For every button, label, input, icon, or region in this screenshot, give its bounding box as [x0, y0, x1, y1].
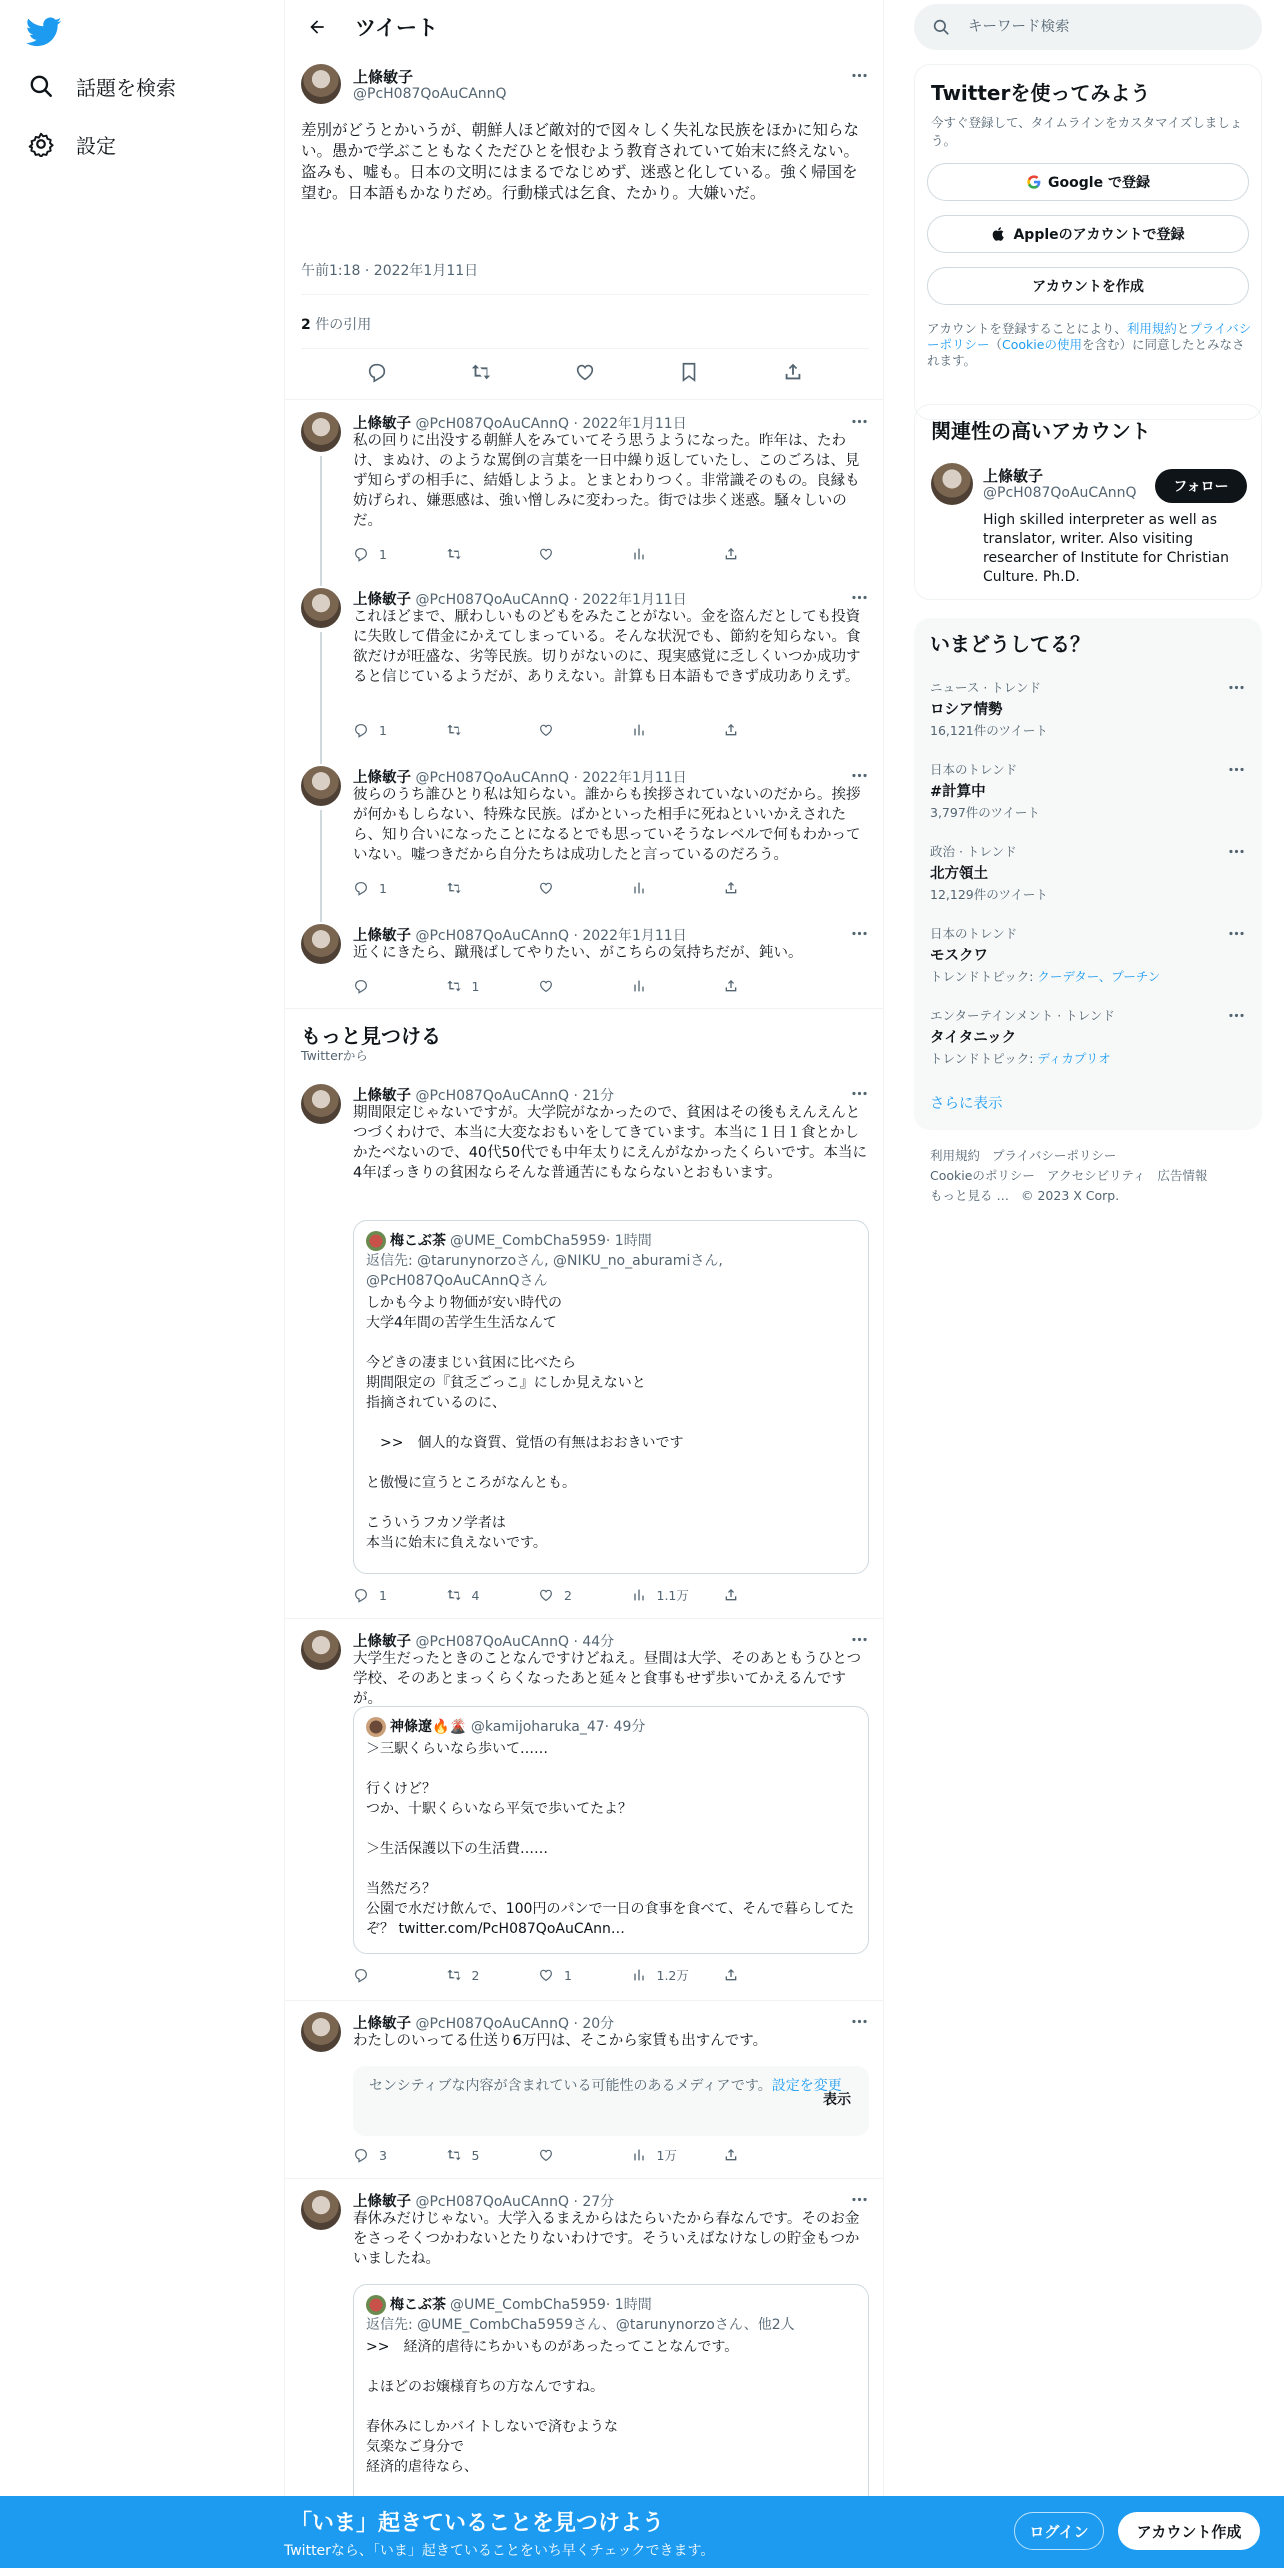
share-button[interactable] — [723, 880, 783, 896]
apple-signup-button[interactable] — [927, 215, 1249, 253]
share-button[interactable] — [723, 1966, 783, 1984]
quote-time: · 1時間 — [605, 2297, 652, 2313]
change-settings-link[interactable]: 設定を変更 — [771, 2078, 842, 2094]
apple-icon — [991, 226, 1007, 242]
reply-icon — [353, 2147, 369, 2163]
thread-line — [320, 632, 322, 754]
like-icon — [538, 722, 554, 738]
more-icon[interactable] — [1227, 842, 1246, 861]
tweet-action-bar — [353, 722, 783, 738]
nav-explore[interactable] — [28, 66, 176, 106]
views-icon — [631, 1967, 647, 1983]
trend-name: モスクワ — [930, 948, 988, 964]
retweet-icon — [446, 1967, 462, 1983]
retweet-count: 1 — [471, 978, 480, 994]
thread-line — [320, 810, 322, 912]
gear-icon — [28, 131, 54, 157]
views-button[interactable] — [631, 2146, 691, 2164]
avatar — [366, 1231, 386, 1251]
author-handle[interactable]: @PcH087QoAuCAnnQ — [415, 416, 569, 432]
more-icon[interactable] — [1227, 678, 1246, 697]
view-count: 1.1万 — [656, 1588, 689, 1603]
author-handle[interactable]: @PcH087QoAuCAnnQ — [415, 1634, 569, 1650]
trends-panel — [914, 618, 1262, 1130]
share-icon — [723, 880, 739, 896]
like-button[interactable] — [538, 2146, 598, 2164]
tweet-meta — [353, 766, 687, 787]
trend-topic-link[interactable]: クーデター、プーチン — [1037, 969, 1161, 984]
retweet-icon — [446, 1587, 462, 1603]
retweet-icon — [446, 546, 462, 562]
left-navigation — [0, 0, 284, 2568]
sensitive-text: センシティブな内容が含まれている可能性のあるメディアです。 — [369, 2078, 772, 2094]
avatar — [366, 2295, 386, 2315]
more-icon[interactable] — [850, 1630, 869, 1649]
reply-prefix: 返信先: — [366, 2317, 418, 2333]
quote-tweet-card[interactable] — [353, 1706, 869, 1954]
trend-name: #計算中 — [930, 784, 986, 800]
tweet-meta — [353, 2012, 614, 2033]
like-button[interactable] — [538, 546, 598, 562]
discover-tweet[interactable] — [285, 1618, 884, 2000]
reply-button[interactable] — [353, 880, 413, 896]
tweet-meta — [353, 588, 687, 609]
signup-legal-text — [927, 321, 1253, 369]
reply-button[interactable] — [353, 722, 413, 738]
trend-topics — [930, 1049, 1246, 1067]
reply-icon — [353, 1587, 369, 1603]
quote-reply-to — [366, 1251, 856, 1291]
legal-text-1: アカウントを登録することにより、 — [927, 321, 1127, 336]
retweet-count: 2 — [471, 1967, 480, 1983]
quote-author-handle: @UME_CombCha5959 — [450, 2297, 606, 2313]
footer-link[interactable]: もっと見る … — [930, 1188, 1009, 1203]
search-bar[interactable] — [914, 4, 1262, 50]
quote-header — [366, 1717, 856, 1737]
like-icon — [538, 2147, 554, 2163]
views-button[interactable] — [631, 722, 691, 738]
bottom-signup-bar — [0, 2496, 1284, 2568]
account-bio: High skilled interpreter as well as translator, writer. Also visiting researcher of Institute for Christian Culture. Ph.D. — [983, 512, 1230, 585]
author-handle[interactable]: @PcH087QoAuCAnnQ — [415, 1088, 569, 1104]
reply-count: 3 — [379, 2147, 387, 2163]
quote-count-link[interactable] — [301, 314, 371, 334]
tweet-date[interactable]: · 2022年1月11日 — [569, 592, 687, 608]
tweet-meta — [353, 1084, 614, 1105]
google-signup-button[interactable] — [927, 163, 1249, 201]
trend-name: 北方領土 — [930, 866, 988, 882]
thread-line — [320, 754, 322, 764]
tweet-text: 彼らのうち誰ひとり私は知らない。誰からも挨拶されていないのだから。挨拶が何かもしらない、特殊な民族。ばかといった相手に死ねといいかえされたら、知り合いになったことになるとでも思っていそうなレベルで何もわかっていない。嘘つきだから自分たちは成功したと言っているのだろう。 — [353, 787, 861, 863]
privacy-link[interactable]: プライバシーポリシー — [927, 321, 1252, 352]
trend-context: エンターテインメント · トレンド — [930, 1008, 1115, 1023]
quote-header — [366, 1231, 856, 1251]
trend-count: 3,797件のツイート — [930, 805, 1040, 820]
tweet-text: 大学生だったときのことなんですけどねえ。昼間は大学、そのあともうひとつ学校、そのあとまっくらくなったあと延々と食事もせず歩いてかえるんですが。 — [353, 1651, 862, 1707]
quote-text: >> 経済的虐待にちかいものがあったってことなんです。 よほどのお嬢様育ちの方なんですね。 春休みにしかバイトしないで済むような 気楽なご身分で 経済的虐待なら、 — [366, 2339, 739, 2475]
share-icon — [723, 1967, 739, 1983]
thread-line — [320, 912, 322, 922]
author-handle[interactable]: @PcH087QoAuCAnnQ — [415, 2016, 569, 2032]
avatar[interactable] — [301, 2012, 341, 2052]
trend-name: ロシア情勢 — [930, 702, 1003, 718]
more-icon[interactable] — [850, 588, 869, 607]
trend-item[interactable] — [930, 842, 1246, 903]
thread-tweet[interactable] — [285, 912, 884, 1010]
avatar[interactable] — [301, 412, 341, 452]
tweet-action-bar — [353, 1966, 783, 1984]
quote-author-handle: @kamijoharuka_47 — [470, 1719, 605, 1735]
avatar[interactable] — [301, 1630, 341, 1670]
signup-panel — [914, 64, 1262, 420]
avatar[interactable] — [301, 2190, 341, 2230]
account-name[interactable]: 上條敏子 — [983, 467, 1044, 485]
quote-time: · 49分 — [604, 1719, 646, 1735]
tweet-date[interactable]: · 27分 — [569, 2194, 615, 2210]
trend-count: 12,129件のツイート — [930, 887, 1048, 902]
retweet-icon — [446, 978, 462, 994]
signup-subtitle: 今すぐ登録して、タイムラインをカスタマイズしましょう。 — [931, 115, 1243, 148]
author-name[interactable]: 上條敏子 — [353, 2194, 411, 2210]
trend-item[interactable] — [930, 760, 1246, 821]
tweet-text: 差別がどうとかいうが、朝鮮人ほど敵対的で図々しく失礼な民族をほかに知らない。愚かで学ぶこともなくただひとを恨むよう教育されていて始末に終えない。盗みも、嘘も。日本の文明にはまるでなじめず、迷惑と化している。強く帰国を望む。日本語もかなりだめ。行動様式は乞食、たかり。大嫌いだ。 — [301, 121, 860, 202]
like-button[interactable] — [538, 880, 598, 896]
retweet-button[interactable] — [446, 1966, 506, 1984]
reply-icon — [353, 722, 369, 738]
like-icon — [538, 880, 554, 896]
relevant-accounts-panel — [914, 404, 1262, 600]
views-icon — [631, 546, 647, 562]
legal-text-2: と — [1176, 321, 1190, 336]
more-icon[interactable] — [850, 2190, 869, 2209]
views-icon — [631, 2147, 647, 2163]
tweet-timestamp[interactable]: 午前1:18 · 2022年1月11日 — [301, 263, 479, 279]
author-handle[interactable]: @PcH087QoAuCAnnQ — [415, 2194, 569, 2210]
views-button[interactable] — [631, 546, 691, 562]
trend-topic-link[interactable]: ディカプリオ — [1037, 1051, 1111, 1066]
trend-context: 日本のトレンド — [930, 762, 1018, 777]
author-handle[interactable]: @PcH087QoAuCAnnQ — [353, 86, 507, 102]
tweet-action-bar — [353, 880, 783, 896]
tweet-date[interactable]: · 2022年1月11日 — [569, 928, 687, 944]
follow-button[interactable]: フォロー — [1155, 469, 1247, 503]
focal-tweet — [285, 54, 884, 399]
tweet-date[interactable]: · 44分 — [569, 1634, 615, 1650]
tweet-date[interactable]: · 21分 — [569, 1088, 615, 1104]
like-icon — [538, 978, 554, 994]
more-icon[interactable] — [850, 412, 869, 431]
terms-link[interactable]: 利用規約 — [1126, 321, 1177, 336]
show-more-link[interactable]: さらに表示 — [930, 1096, 1003, 1112]
search-icon — [932, 18, 950, 36]
nav-settings-label: 設定 — [76, 133, 116, 158]
reply-count: 1 — [379, 722, 387, 738]
more-icon[interactable] — [1227, 760, 1246, 779]
reply-button[interactable] — [353, 978, 413, 994]
tweet-action-bar — [353, 546, 783, 562]
thread-line — [320, 456, 322, 576]
page-title: ツイート — [355, 16, 438, 40]
reply-button[interactable] — [353, 546, 413, 562]
author-name[interactable]: 上條敏子 — [353, 770, 411, 786]
share-button[interactable] — [723, 546, 783, 562]
more-icon[interactable] — [850, 2012, 869, 2031]
reply-button[interactable] — [353, 2146, 413, 2164]
share-button[interactable] — [723, 2146, 783, 2164]
reply-icon — [353, 546, 369, 562]
views-icon — [631, 978, 647, 994]
footer-link[interactable]: プライバシーポリシー — [992, 1148, 1117, 1163]
thread-tweet[interactable] — [285, 400, 884, 576]
trend-context: ニュース · トレンド — [930, 680, 1041, 695]
tweet-text: 私の回りに出没する朝鮮人をみていてそう思うようになった。昨年は、たわけ、まぬけ、のような罵倒の言葉を一日中繰り返していたし、このごろは、見ず知らずの相手に、結婚しようよ。とまとわりつく。非常識そのもの。良縁も妨げられ、嫌悪感は、強い憎しみに変わった。街では歩く迷惑。騒々しいのだ。 — [353, 433, 860, 529]
main-column — [284, 0, 884, 2568]
bottom-bar-subtitle: Twitterなら、「いま」起きていることをいち早くチェックできます。 — [284, 2543, 715, 2559]
quote-text: ＞三駅くらいなら歩いて…… 行くけど？ つか、十駅くらいなら平気で歩いてたよ？ ＞生活保護以下の生活費…… 当然だろ？ 公園で水だけ飲んで、100円のパンで一日の食事を食べて、そんで暮らしてたぞ？ twitter.com/PcH087QoAuCAnn… — [366, 1741, 855, 1937]
avatar — [366, 1717, 386, 1737]
bookmark-icon[interactable] — [678, 361, 700, 383]
nav-settings[interactable] — [28, 124, 116, 164]
like-count: 2 — [564, 1587, 572, 1603]
create-account-button[interactable] — [927, 267, 1249, 305]
share-icon — [723, 722, 739, 738]
footer-links — [930, 1146, 1260, 1206]
reply-button[interactable] — [353, 1966, 413, 1984]
more-icon[interactable] — [1227, 924, 1246, 943]
discover-subtitle: Twitterから — [301, 1048, 368, 1063]
sensitive-media-warning — [353, 2066, 869, 2136]
view-count: 1万 — [656, 2148, 677, 2163]
copyright: © 2023 X Corp. — [1020, 1188, 1120, 1203]
retweet-button[interactable] — [446, 880, 506, 896]
tweet-date[interactable]: · 20分 — [569, 2016, 615, 2032]
google-signup-label: Google で登録 — [1048, 175, 1150, 191]
quote-author-handle: @UME_CombCha5959 — [450, 1233, 606, 1249]
cookie-link[interactable]: Cookieの使用 — [1002, 337, 1082, 352]
retweet-icon — [446, 722, 462, 738]
tweet-meta — [353, 1630, 614, 1651]
author-name[interactable]: 上條敏子 — [353, 1088, 411, 1104]
create-account-label: アカウントを作成 — [1032, 279, 1144, 295]
reply-to-users: @tarunynorzoさん, @NIKU_no_aburamiさん, @PcH087QoAuCAnnQさん — [366, 1253, 723, 1289]
divider — [285, 1008, 884, 1009]
tweet-action-bar — [353, 2146, 783, 2164]
trend-topic-prefix: トレンドトピック: — [930, 1051, 1038, 1066]
tweet-text: 近くにきたら、蹴飛ばしてやりたい、がこちらの気持ちだが、鈍い。 — [353, 945, 803, 961]
tweet-meta — [353, 412, 687, 433]
author-name[interactable]: 上條敏子 — [353, 928, 411, 944]
main-header — [285, 0, 884, 54]
trend-context: 政治 · トレンド — [930, 844, 1017, 859]
like-button[interactable] — [538, 1586, 598, 1604]
footer-link[interactable]: 利用規約 — [930, 1148, 981, 1163]
arrow-left-icon — [307, 17, 327, 37]
tweet-action-bar — [353, 1586, 783, 1604]
author-handle[interactable]: @PcH087QoAuCAnnQ — [415, 928, 569, 944]
retweet-icon — [446, 2147, 462, 2163]
retweet-icon — [446, 880, 462, 896]
reply-to-users: @UME_CombCha5959さん、@tarunynorzoさん、他2人 — [417, 2317, 795, 2333]
views-button[interactable] — [631, 1586, 691, 1604]
share-icon[interactable] — [782, 361, 804, 383]
thread-line — [320, 576, 322, 586]
apple-signup-label: Appleのアカウントで登録 — [1013, 227, 1185, 243]
trends-title: いまどうしてる？ — [930, 632, 1090, 656]
retweet-button[interactable] — [446, 1586, 506, 1604]
like-icon[interactable] — [574, 361, 596, 383]
search-icon — [28, 73, 54, 99]
avatar[interactable] — [301, 766, 341, 806]
author-handle[interactable]: @PcH087QoAuCAnnQ — [415, 770, 569, 786]
share-button[interactable] — [723, 722, 783, 738]
retweet-button[interactable] — [446, 2146, 506, 2164]
share-icon — [723, 2147, 739, 2163]
quote-author-name: 神條遼🔥🌋 — [390, 1719, 467, 1735]
quote-reply-to — [366, 2315, 856, 2335]
tweet-meta — [353, 2190, 614, 2211]
like-count: 1 — [564, 1967, 572, 1983]
twitter-logo-icon[interactable] — [26, 14, 62, 50]
account-handle[interactable]: @PcH087QoAuCAnnQ — [983, 485, 1137, 501]
reply-count: 1 — [379, 1587, 387, 1603]
discover-title: もっと見つける — [301, 1024, 441, 1048]
more-icon[interactable] — [850, 66, 869, 85]
author-name[interactable]: 上條敏子 — [353, 416, 411, 432]
tweet-text: わたしのいってる仕送り6万円は、そこから家賃も出すんです。 — [353, 2033, 768, 2049]
like-icon — [538, 546, 554, 562]
tweet-meta — [353, 924, 687, 945]
legal-text-4: を含む）に同意したとみなされます。 — [927, 337, 1245, 368]
views-icon — [631, 1587, 647, 1603]
reply-count: 1 — [379, 546, 387, 562]
tweet-text: 春休みだけじゃない。大学入るまえからはたらいたから春なんです。そのお金をさっそくつかわないとたりないわけです。そういえばなけなしの貯金もつかいましたね。 — [353, 2211, 860, 2267]
reply-count: 1 — [379, 880, 387, 896]
avatar[interactable] — [301, 924, 341, 964]
author-name[interactable]: 上條敏子 — [353, 68, 414, 86]
quote-author-name: 梅こぶ茶 — [390, 1233, 446, 1249]
avatar[interactable] — [931, 463, 973, 505]
trend-topic-prefix: トレンドトピック: — [930, 969, 1038, 984]
avatar[interactable] — [301, 588, 341, 628]
more-icon[interactable] — [850, 924, 869, 943]
quote-text: しかも今より物価が安い時代の 大学4年間の苦学生生活なんて 今どきの凄まじい貧困に比べたら 期間限定の『貧乏ごっこ』にしか見えないと 指摘されているのに、 >> 個人的な資質、覚悟の有無はおおきいです と傲慢に宣うところがなんとも。 こういうフカソ学者は 本当に始末に負えないです。 — [366, 1295, 684, 1551]
share-icon — [723, 978, 739, 994]
reply-button[interactable] — [353, 1586, 413, 1604]
reply-prefix: 返信先: — [366, 1253, 418, 1269]
retweet-count: 5 — [471, 2147, 480, 2163]
signup-title: Twitterを使ってみよう — [931, 81, 1151, 105]
trend-topics — [930, 967, 1246, 985]
right-sidebar — [884, 0, 1284, 2568]
like-button[interactable] — [538, 722, 598, 738]
quote-count: 2 — [301, 317, 311, 333]
discover-tweet[interactable] — [285, 1072, 884, 1618]
tweet-text: 期間限定じゃないですが。大学院がなかったので、貧困はその後もえんえんとつづくわけで、本当に大変なおもいをしてきています。本当に１日１食とかしかたべないので、40代50代でも中年太りにえんがなかったくらいです。本当に4年ぽっきりの貧困ならそんな普通苦にもならないとおもいます。 — [353, 1105, 867, 1181]
more-icon[interactable] — [850, 1084, 869, 1103]
back-button[interactable] — [299, 9, 335, 45]
like-button[interactable] — [538, 1966, 598, 1984]
share-icon — [723, 546, 739, 562]
reply-icon — [353, 1967, 369, 1983]
more-icon[interactable] — [1227, 1006, 1246, 1025]
trend-item[interactable] — [930, 678, 1246, 739]
like-icon — [538, 1967, 554, 1983]
legal-text-3: （ — [989, 337, 1003, 352]
avatar[interactable] — [301, 64, 341, 104]
view-count: 1.2万 — [656, 1968, 689, 1983]
retweet-button[interactable] — [446, 978, 506, 994]
reply-icon — [353, 880, 369, 896]
bottom-bar-title: 「いま」起きていることを見つけよう — [290, 2511, 665, 2536]
trend-item[interactable] — [930, 1006, 1246, 1067]
footer-link[interactable]: アクセシビリティ — [1046, 1168, 1146, 1183]
trend-item[interactable] — [930, 924, 1246, 985]
quote-tweet-card[interactable] — [353, 1220, 869, 1574]
tweet-text: これほどまで、厭わしいものどもをみたことがない。金を盗んだとしても投資に失敗して借金にかえてしまっている。そんな状況でも、節約を知らない。食欲だけが旺盛な、劣等民族。切りがないのに、現実感覚に乏しくいつか成功すると信じているようだが、ありえない。計算も日本語もできず成功ありえず。 — [353, 609, 861, 685]
login-button[interactable]: ログイン — [1014, 2512, 1104, 2550]
reply-icon[interactable] — [366, 361, 388, 383]
views-button[interactable] — [631, 1966, 691, 1984]
show-media-button[interactable]: 表示 — [823, 2092, 851, 2108]
views-button[interactable] — [631, 978, 691, 994]
focal-action-bar — [285, 348, 884, 396]
views-icon — [631, 722, 647, 738]
nav-explore-label: 話題を検索 — [76, 75, 176, 100]
tweet-date[interactable]: · 2022年1月11日 — [569, 416, 687, 432]
register-button[interactable]: アカウント作成 — [1118, 2512, 1260, 2550]
views-icon — [631, 880, 647, 896]
tweet-date[interactable]: · 2022年1月11日 — [569, 770, 687, 786]
author-name[interactable]: 上條敏子 — [353, 1634, 411, 1650]
trend-name: タイタニック — [930, 1030, 1017, 1046]
retweet-button[interactable] — [446, 546, 506, 562]
search-input[interactable] — [968, 19, 1248, 35]
avatar[interactable] — [301, 1084, 341, 1124]
quote-author-name: 梅こぶ茶 — [390, 2297, 446, 2313]
trend-count: 16,121件のツイート — [930, 723, 1048, 738]
quote-count-label: 件の引用 — [310, 317, 372, 333]
retweet-button[interactable] — [446, 722, 506, 738]
footer-link[interactable]: Cookieのポリシー — [930, 1168, 1035, 1183]
retweet-icon[interactable] — [470, 361, 492, 383]
author-name[interactable]: 上條敏子 — [353, 592, 411, 608]
quote-time: · 1時間 — [605, 1233, 652, 1249]
reply-icon — [353, 978, 369, 994]
share-button[interactable] — [723, 1586, 783, 1604]
discover-tweet[interactable] — [285, 2000, 884, 2178]
tweet-action-bar — [353, 978, 783, 994]
share-icon — [723, 1587, 739, 1603]
divider — [301, 294, 869, 295]
like-button[interactable] — [538, 978, 598, 994]
author-handle[interactable]: @PcH087QoAuCAnnQ — [415, 592, 569, 608]
relevant-title: 関連性の高いアカウント — [931, 419, 1151, 443]
trend-context: 日本のトレンド — [930, 926, 1018, 941]
thread-tweet[interactable] — [285, 576, 884, 754]
google-icon — [1026, 174, 1042, 190]
views-button[interactable] — [631, 880, 691, 896]
retweet-count: 4 — [471, 1587, 480, 1603]
thread-tweet[interactable] — [285, 754, 884, 912]
author-name[interactable]: 上條敏子 — [353, 2016, 411, 2032]
like-icon — [538, 1587, 554, 1603]
more-icon[interactable] — [850, 766, 869, 785]
footer-link[interactable]: 広告情報 — [1157, 1168, 1208, 1183]
quote-header — [366, 2295, 856, 2315]
share-button[interactable] — [723, 978, 783, 994]
